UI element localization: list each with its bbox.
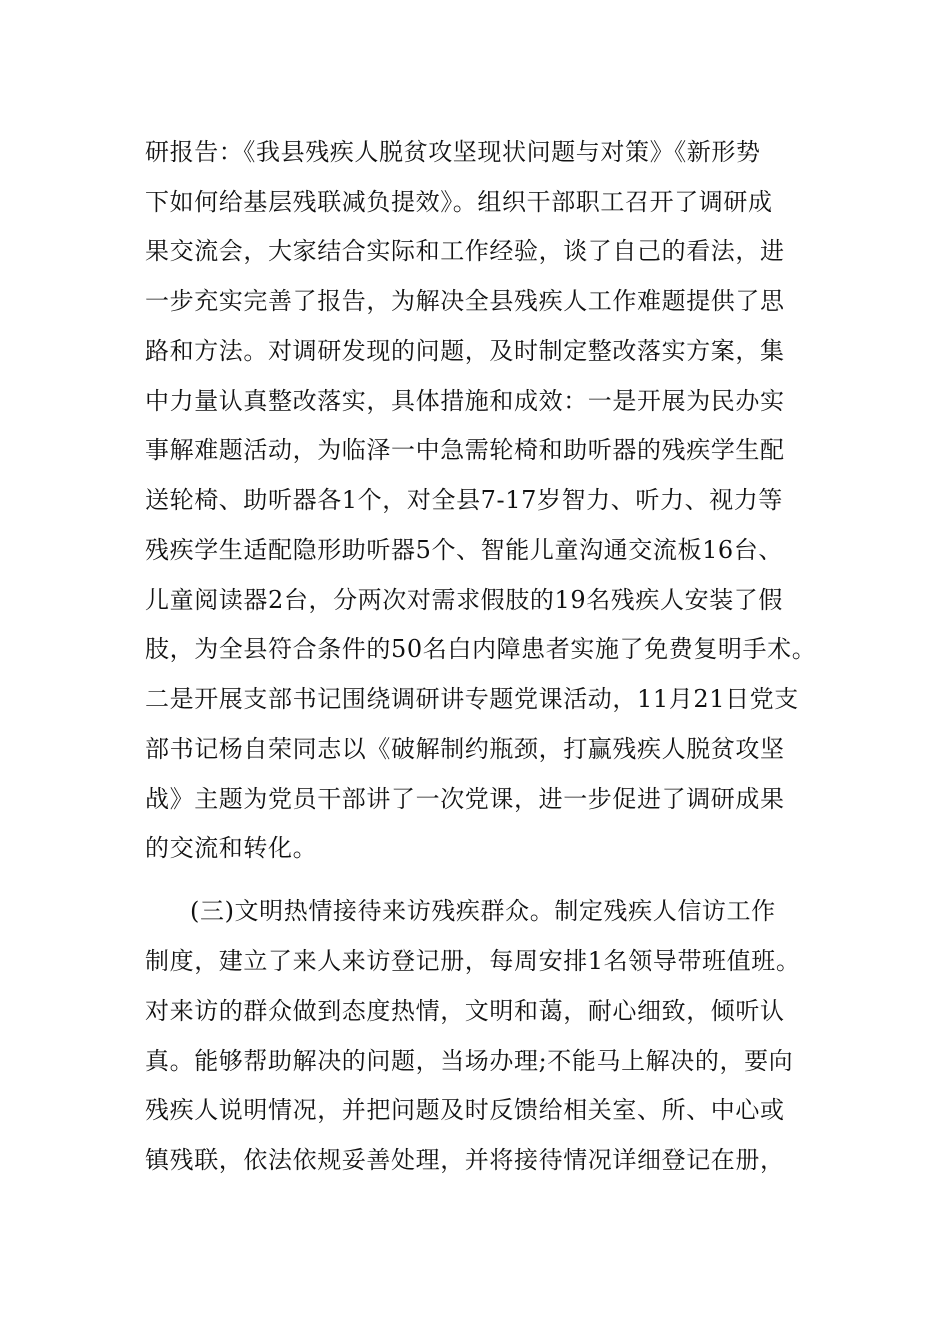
text-line: 真。能够帮助解决的问题，当场办理;不能马上解决的，要向 (145, 1047, 794, 1075)
text-line: 部书记杨自荣同志以《破解制约瓶颈，打赢残疾人脱贫攻坚 (145, 735, 785, 763)
text-line: 的交流和转化。 (145, 834, 318, 862)
text-line: 二是开展支部书记围绕调研讲专题党课活动，11月21日党支 (145, 685, 799, 713)
text-line: 镇残联，依法依规妥善处理，并将接待情况详细登记在册， (145, 1146, 785, 1174)
text-line: 肢，为全县符合条件的50名白内障患者实施了免费复明手术。 (145, 635, 817, 663)
text-line: 路和方法。对调研发现的问题，及时制定整改落实方案，集 (145, 337, 785, 365)
text-line: 战》主题为党员干部讲了一次党课，进一步促进了调研成果 (145, 785, 785, 813)
text-line: 制度，建立了来人来访登记册，每周安排1名领导带班值班。 (145, 947, 801, 975)
text-line: 残疾学生适配隐形助听器5个、智能儿童沟通交流板16台、 (145, 536, 784, 564)
text-line: 研报告：《我县残疾人脱贫攻坚现状问题与对策》《新形势 (145, 138, 761, 166)
paragraph-heading-line: (三)文明热情接待来访残疾群众。制定残疾人信访工作 (190, 897, 776, 925)
text-line: 中力量认真整改落实，具体措施和成效：一是开展为民办实 (145, 387, 785, 415)
text-line: 一步充实完善了报告，为解决全县残疾人工作难题提供了思 (145, 287, 785, 315)
text-line: 事解难题活动，为临泽一中急需轮椅和助听器的残疾学生配 (145, 436, 785, 464)
text-line: 送轮椅、助听器各1个，对全县7-17岁智力、听力、视力等 (145, 486, 783, 514)
text-line: 下如何给基层残联减负提效》。组织干部职工召开了调研成 (145, 188, 773, 216)
text-line: 对来访的群众做到态度热情，文明和蔼，耐心细致，倾听认 (145, 997, 785, 1025)
text-line: 果交流会，大家结合实际和工作经验，谈了自己的看法，进 (145, 237, 785, 265)
text-line: 儿童阅读器2台，分两次对需求假肢的19名残疾人安装了假 (145, 586, 784, 614)
text-line: 残疾人说明情况，并把问题及时反馈给相关室、所、中心或 (145, 1096, 785, 1124)
